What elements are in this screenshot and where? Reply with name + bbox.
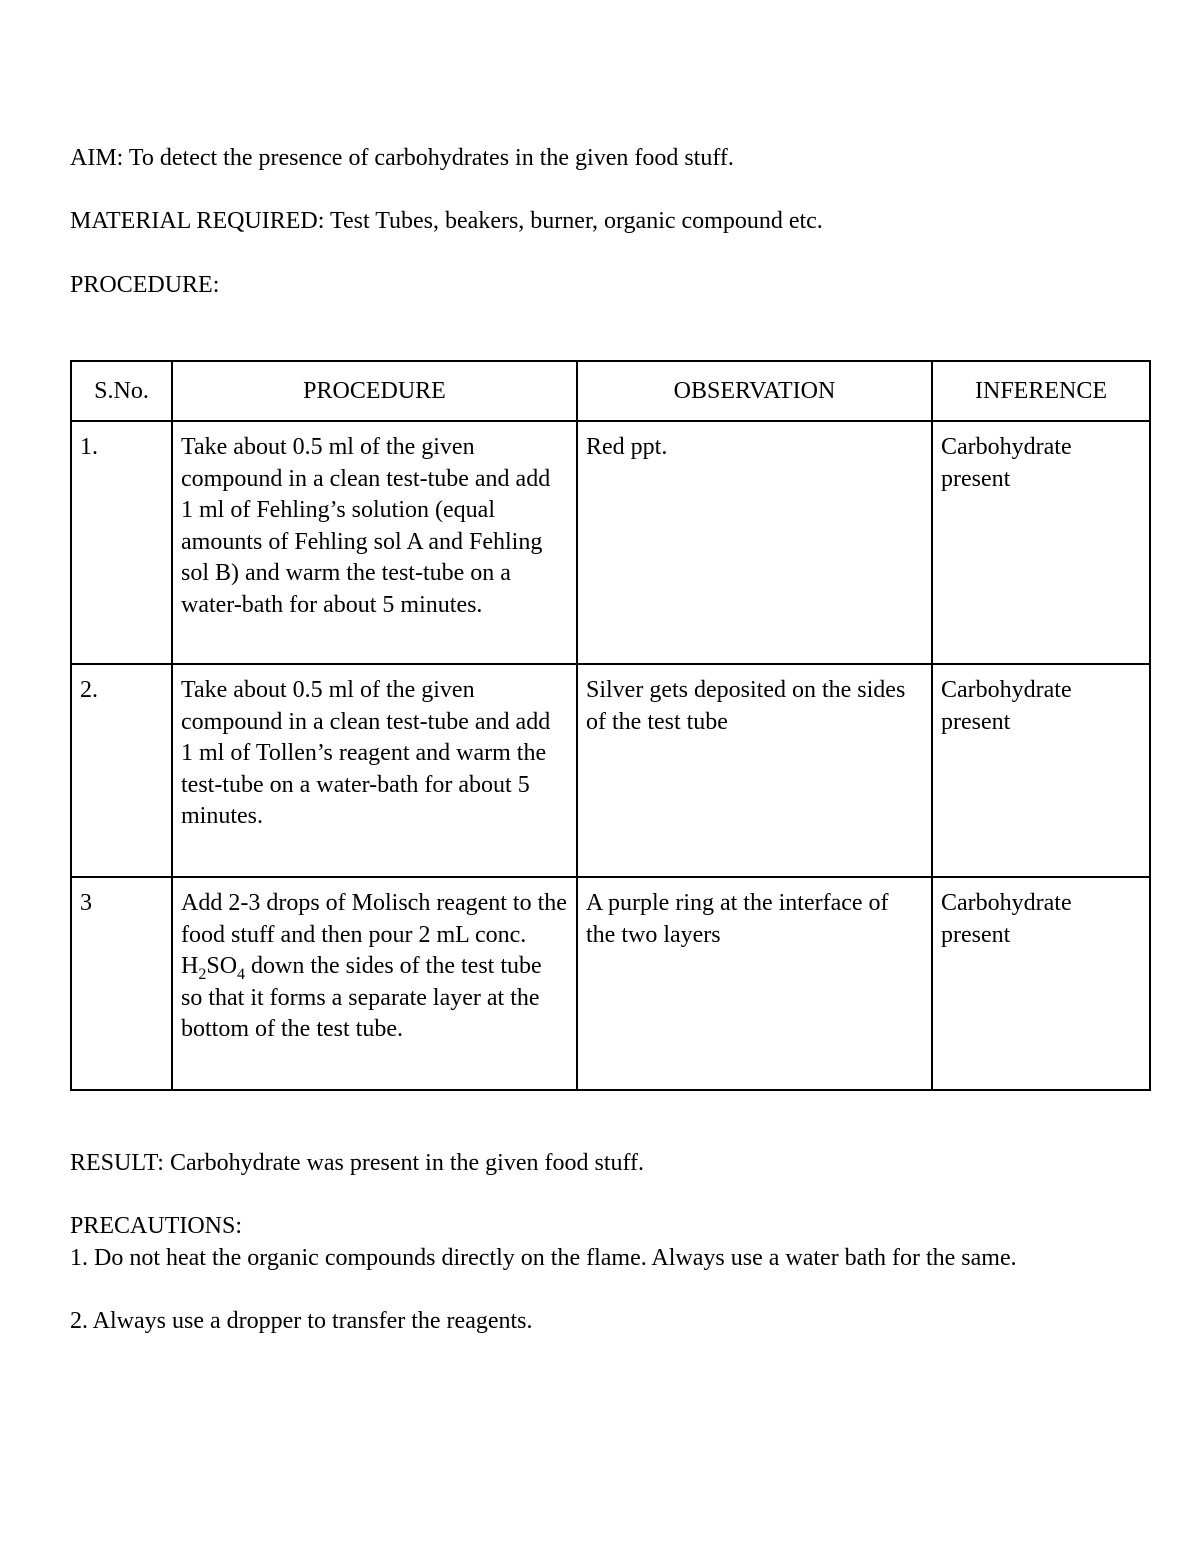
cell-procedure: Take about 0.5 ml of the given compound in a clean test-tube and add 1 ml of Fehling’s solution (equal amounts of Fehling sol A and Fehling sol B) and warm the test-tube on a water-bath for about 5 minutes. bbox=[172, 421, 577, 664]
precautions-heading: PRECAUTIONS: bbox=[70, 1213, 243, 1239]
cell-observation: Red ppt. bbox=[577, 421, 932, 664]
cell-procedure bbox=[172, 877, 577, 1090]
procedure-text-part1: Add 2-3 drops of Molisch reagent to the food stuff and then pour 2 mL conc. H bbox=[181, 890, 567, 979]
header-sno: S.No. bbox=[71, 361, 172, 421]
subscript-2: 2 bbox=[198, 965, 207, 983]
table-row bbox=[71, 421, 1150, 664]
cell-observation: A purple ring at the interface of the two layers bbox=[577, 877, 932, 1090]
header-observation: OBSERVATION bbox=[577, 361, 932, 421]
precaution-item: 1. Do not heat the organic compounds directly on the flame. Always use a water bath for the same. bbox=[70, 1245, 1017, 1271]
cell-observation: Silver gets deposited on the sides of the test tube bbox=[577, 664, 932, 877]
cell-sno: 2. bbox=[71, 664, 172, 877]
table-row bbox=[71, 877, 1150, 1090]
header-procedure: PROCEDURE bbox=[172, 361, 577, 421]
precaution-item: 2. Always use a dropper to transfer the reagents. bbox=[70, 1308, 533, 1334]
header-inference: INFERENCE bbox=[932, 361, 1150, 421]
cell-sno: 1. bbox=[71, 421, 172, 664]
result-text: RESULT: Carbohydrate was present in the given food stuff. bbox=[70, 1150, 645, 1176]
material-required-text: MATERIAL REQUIRED: Test Tubes, beakers, burner, organic compound etc. bbox=[70, 208, 823, 234]
table-header-row bbox=[71, 361, 1150, 421]
cell-inference: Carbohydrate present bbox=[932, 421, 1150, 664]
subscript-4: 4 bbox=[237, 965, 246, 983]
cell-inference: Carbohydrate present bbox=[932, 877, 1150, 1090]
procedure-text-part2: SO bbox=[206, 953, 238, 979]
procedure-heading: PROCEDURE: bbox=[70, 272, 220, 298]
aim-text: AIM: To detect the presence of carbohydrates in the given food stuff. bbox=[70, 145, 734, 171]
procedure-text-part3: down the sides of the test tube so that it forms a separate layer at the bottom of the test tube. bbox=[181, 953, 542, 1042]
cell-procedure: Take about 0.5 ml of the given compound in a clean test-tube and add 1 ml of Tollen’s reagent and warm the test-tube on a water-bath for about 5 minutes. bbox=[172, 664, 577, 877]
cell-inference: Carbohydrate present bbox=[932, 664, 1150, 877]
cell-sno: 3 bbox=[71, 877, 172, 1090]
experiment-table bbox=[70, 360, 1151, 1091]
table-row bbox=[71, 664, 1150, 877]
